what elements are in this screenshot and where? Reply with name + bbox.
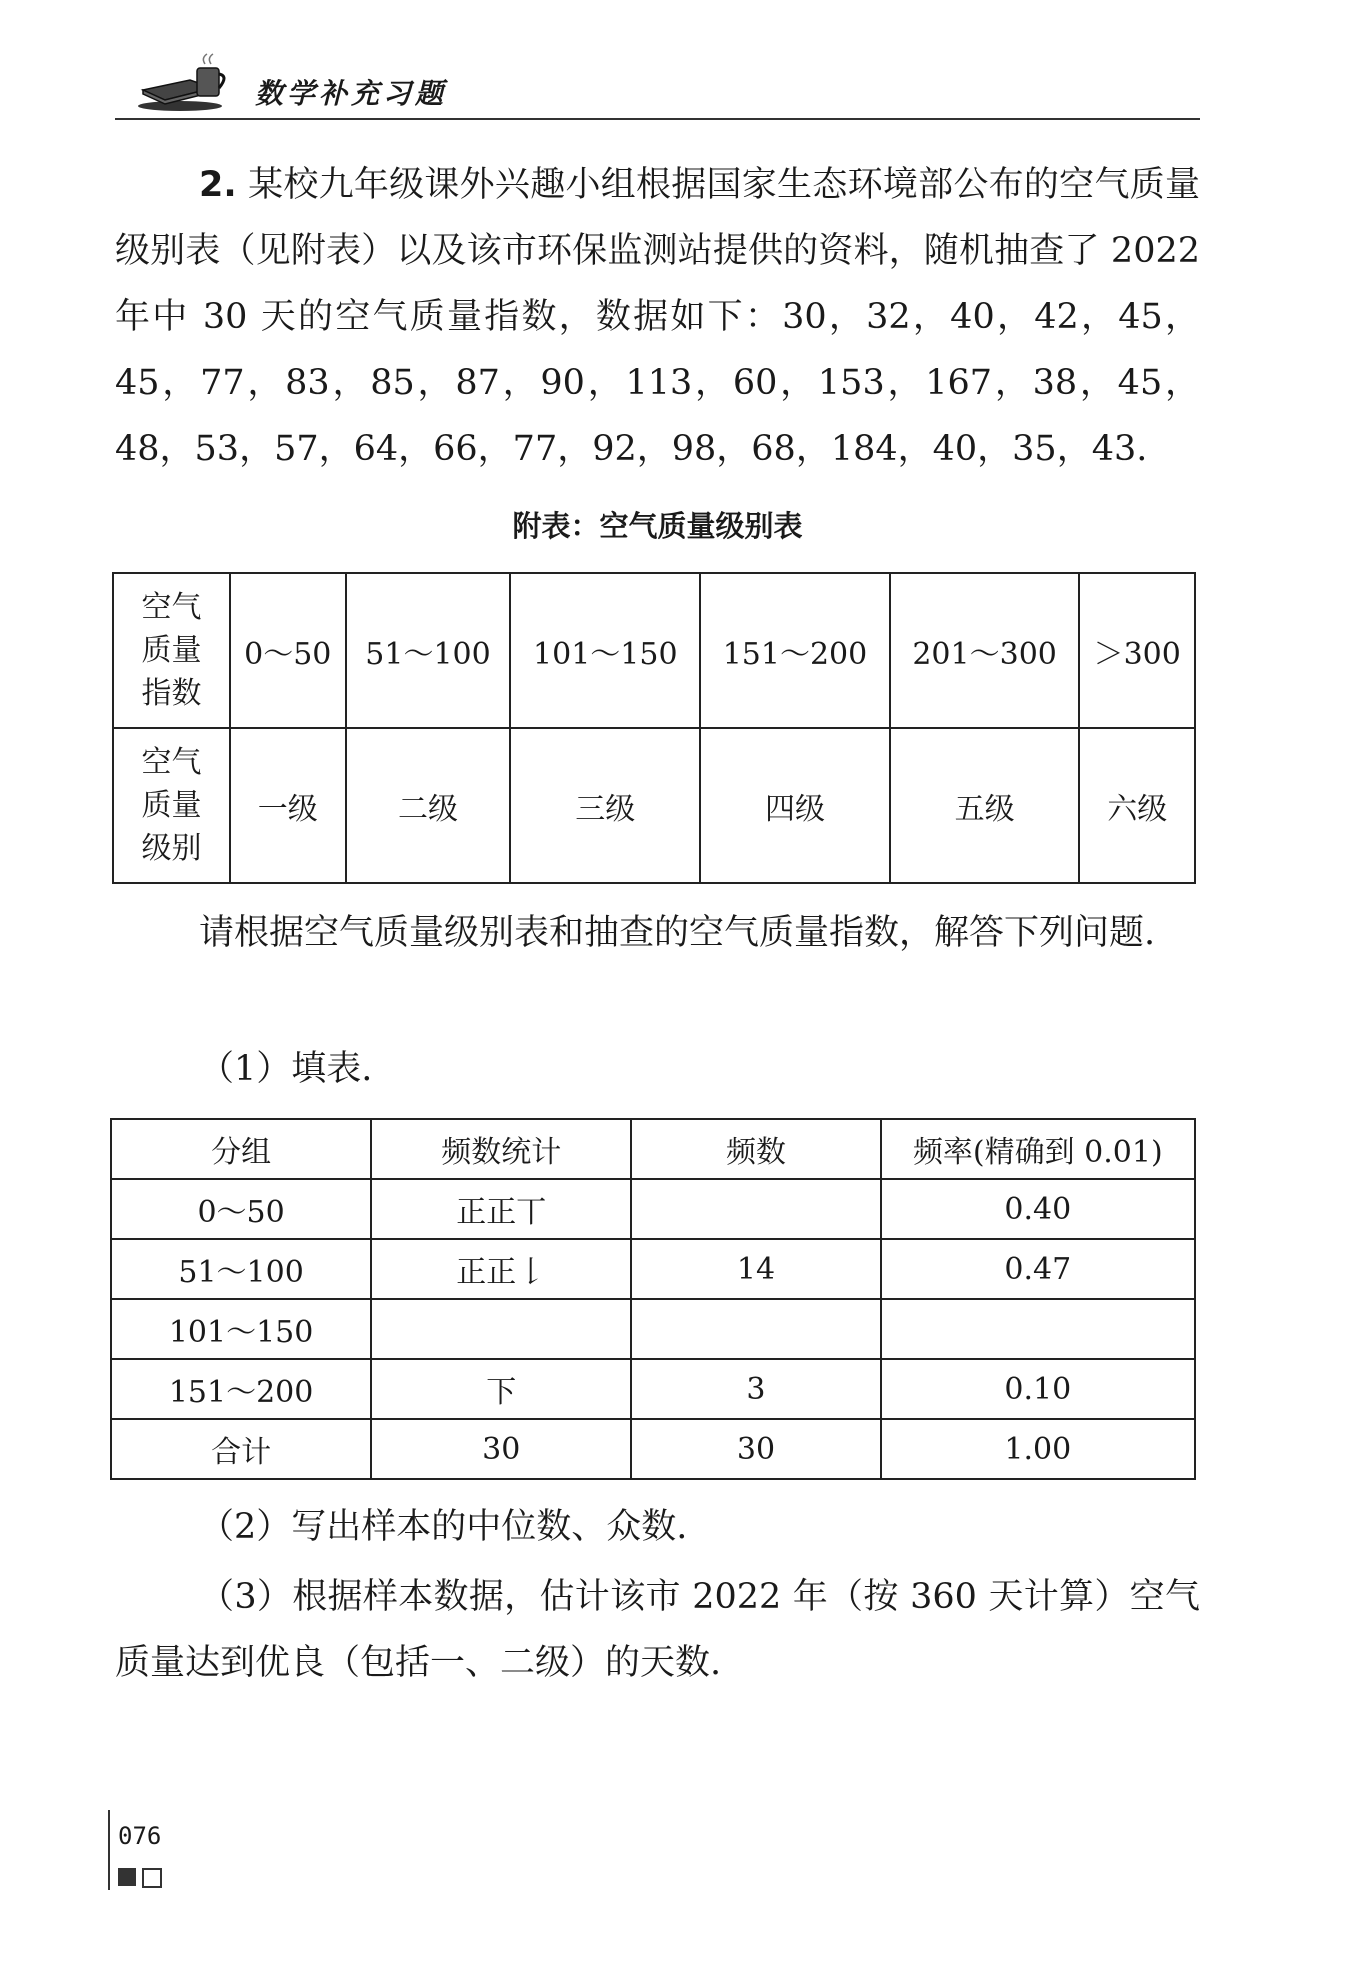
books-and-cup-icon: [135, 50, 235, 112]
table-cell: 二级: [346, 728, 511, 883]
table-row: [113, 573, 1195, 728]
question-text: 某校九年级课外兴趣小组根据国家生态环境部公布的空气质量级别表（见附表）以及该市环保监测站提供的资料，随机抽查了 2022 年中 30 天的空气质量指数，数据如下：30，32，40，42，45，45，77，83，85，87，90，113，60，153，167，38，45，48，53，57，64，66，77，92，98，68，184，40，35，43.: [115, 165, 1200, 469]
part-2-text: （2）写出样本的中位数、众数.: [199, 1507, 688, 1547]
row-header-level: 空气 质量 级别: [113, 728, 230, 883]
table-cell: 正正丅: [371, 1179, 631, 1239]
table-cell: 101～150: [111, 1299, 371, 1359]
table-row: [111, 1359, 1195, 1419]
table-cell: 六级: [1079, 728, 1195, 883]
column-header: 频数统计: [371, 1119, 631, 1179]
table-cell: 51～100: [111, 1239, 371, 1299]
instruction-text: 请根据空气质量级别表和抽查的空气质量指数，解答下列问题.: [199, 913, 1156, 953]
page-number: 076: [118, 1822, 162, 1850]
question-number: 2.: [199, 165, 237, 205]
table-row: [111, 1299, 1195, 1359]
footer-divider: [108, 1810, 110, 1890]
table-cell: 3: [631, 1359, 880, 1419]
column-header: 频数: [631, 1119, 880, 1179]
table-cell: 0.10: [881, 1359, 1195, 1419]
filled-square-icon: [118, 1868, 136, 1886]
table-header-row: [111, 1119, 1195, 1179]
table-cell: 0.40: [881, 1179, 1195, 1239]
table-cell: 下: [371, 1359, 631, 1419]
table-cell: 1.00: [881, 1419, 1195, 1479]
table-cell: 0～50: [111, 1179, 371, 1239]
table-cell: 五级: [890, 728, 1080, 883]
table-cell: 151～200: [700, 573, 890, 728]
air-quality-level-table: [112, 572, 1196, 884]
table-cell: 一级: [230, 728, 346, 883]
table-cell: 0～50: [230, 573, 346, 728]
book-title: 数学补充习题: [255, 77, 448, 110]
table-cell: ＞300: [1079, 573, 1195, 728]
part-3-text: （3）根据样本数据，估计该市 2022 年（按 360 天计算）空气质量达到优良（包括一、二级）的天数.: [115, 1577, 1200, 1683]
part-1-text: （1）填表.: [199, 1049, 373, 1089]
table-row: [111, 1239, 1195, 1299]
empty-square-icon: [142, 1868, 162, 1888]
row-header-index: 空气 质量 指数: [113, 573, 230, 728]
page-header: [115, 30, 1200, 120]
table-cell: 151～200: [111, 1359, 371, 1419]
table-cell: 合计: [111, 1419, 371, 1479]
table-cell: 30: [371, 1419, 631, 1479]
column-header: 频率(精确到 0.01): [881, 1119, 1195, 1179]
column-header: 分组: [111, 1119, 371, 1179]
table-cell: 四级: [700, 728, 890, 883]
table-cell: 0.47: [881, 1239, 1195, 1299]
table-cell: 14: [631, 1239, 880, 1299]
table-row: [113, 728, 1195, 883]
table-cell: [881, 1299, 1195, 1359]
table-cell: 51～100: [346, 573, 511, 728]
table-total-row: [111, 1419, 1195, 1479]
table-cell: 正正𠄌: [371, 1239, 631, 1299]
table-cell: [371, 1299, 631, 1359]
table-cell: [631, 1179, 880, 1239]
table-cell: 201～300: [890, 573, 1080, 728]
question-paragraph: [115, 152, 1200, 482]
table-cell: 101～150: [510, 573, 700, 728]
table-row: [111, 1179, 1195, 1239]
table-cell: 三级: [510, 728, 700, 883]
table-cell: 30: [631, 1419, 880, 1479]
frequency-table: [110, 1118, 1196, 1480]
table-caption: 附表：空气质量级别表: [512, 509, 803, 543]
table-cell: [631, 1299, 880, 1359]
